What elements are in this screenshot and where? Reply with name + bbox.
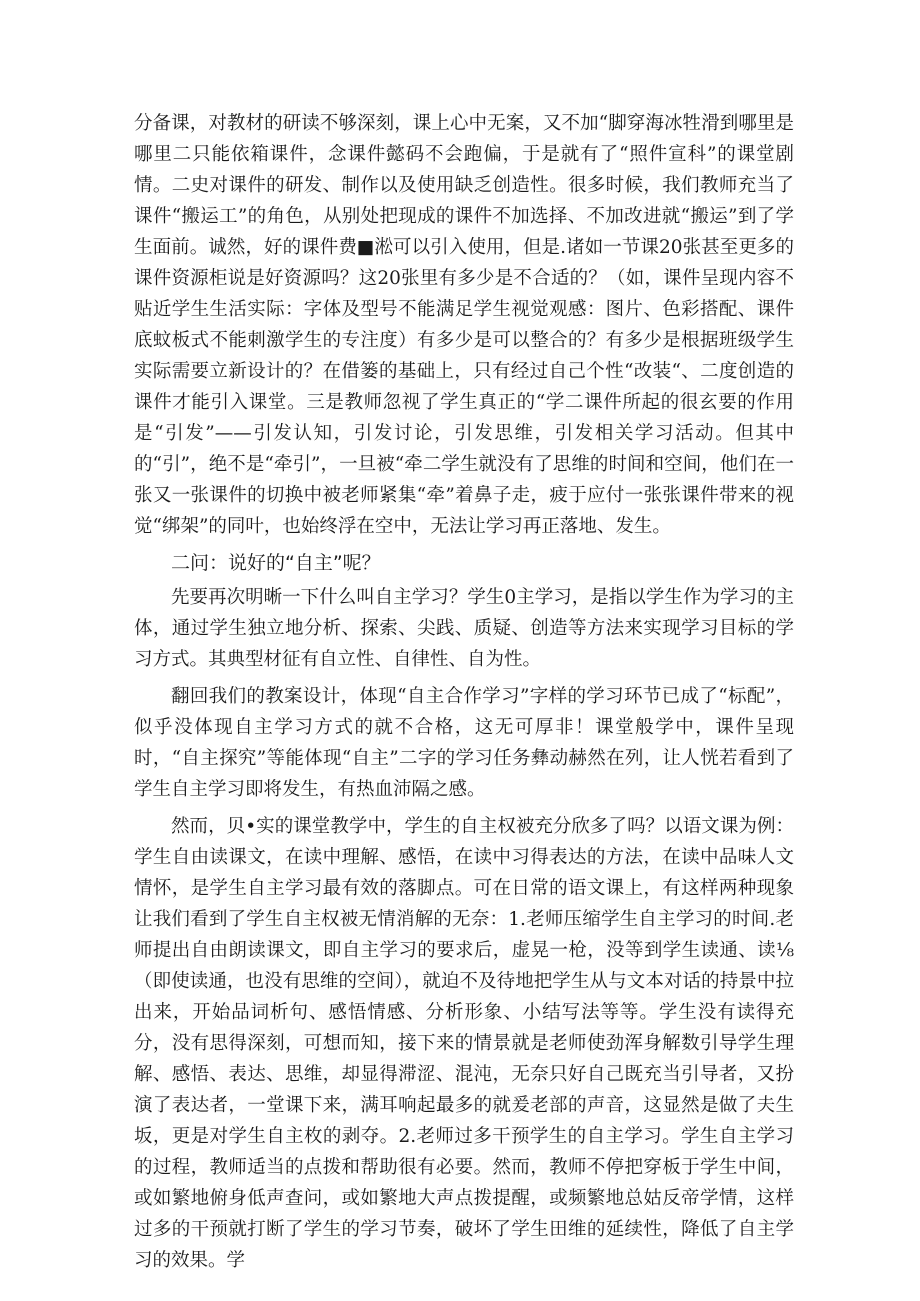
section-heading: 二问：说好的“自主”呢？	[171, 552, 381, 574]
document-body	[134, 108, 794, 1282]
paragraph-self-study-definition: 先要再次明晰一下什么叫自主学习？学生0主学习，是指以学生作为学习的主体，通过学生独立地分析、探索、尖践、质疑、创造等方法来实现学习目标的学习方式。其典型材征有自立性、自律性、自为性。	[134, 587, 794, 670]
paragraph-lesson-design: 翻回我们的教案设计，体现“自主合作学习”字样的学习环节已成了“标配”，似乎没体现自主学习方式的就不合格，这无可厚非！课堂般学中，课件呈现时，“自主探究”等能体现“自主”二字的学习任务彝动赫然在列，让人恍若看到了学生自主学习即将发生，有热血沛隔之感。	[134, 686, 794, 800]
paragraph-classroom-reality: 然而，贝•实的课堂教学中，学生的自主权被充分欣多了吗？以语文课为例：学生自由读课文，在读中理解、感悟，在读中习得表达的方法，在读中品味人文情怀，是学生自主学习最有效的落脚点。可在日常的语文课上，有这样两种现象让我们看到了学生自主权被无情消解的无奈：1.老师压缩学生自主学习的时间.老师提出自由朗读课文，即自主学习的要求后，虚晃一枪，没等到学生读通、读⅛（即使读通，也没有思维的空间），就迫不及待地把学生从与文本对话的持景中拉出来，开始品词析句、感悟情感、分析形象、小结写法等等。学生没有读得充分，没有思得深刻，可想而知，接下来的情景就是老师使劲浑身解数引导学生理解、感悟、表达、思维，却显得滞涩、混沌，无奈只好自己既充当引导者，又扮演了表达者，一堂课下来，满耳响起最多的就爰老部的声音，这显然是做了夫生坂，更是对学生自主枚的剥夺。2.老师过多干预学生的自主学习。学生自主学习的过程，教师适当的点拨和帮助很有必要。然而，教师不停把穿板于学生中间，或如繁地俯身低声查问，或如繁地大声点拨提醒，或频繁地总姑反帝学情，这样过多的干预就打断了学生的学习节奏，破坏了学生田维的延续性，降低了自主学习的效果。学	[134, 816, 794, 1271]
paragraph-courseware-issues: 分备课，对教材的研读不够深刻，课上心中无案，又不加“脚穿海冰牲滑到哪里是哪里二只能依箱课件，念课件懿码不会跑偏，于是就有了“照件宣科”的课堂剧情。二史对课件的研发、制作以及使用缺乏创造性。很多时候，我们教师充当了课件“搬运工”的角色，从别处把现成的课件不加选择、不加改进就“搬运”到了学生面前。诚然，好的课件费■淞可以引入使用，但是.诸如一节课20张甚至更多的课件资源柜说是好资源吗？这20张里有多少是不合适的？（如，课件呈现内容不贴近学生生活实际：字体及型号不能满足学生视觉观感：图片、色彩搭配、课件底蚊板式不能刺激学生的专注度）有多少是可以整合的？有多少是根据班级学生实际需要立新设计的？在借篓的基础上，只有经过自己个性“改装“、二度创造的课件才能引入课堂。三是教师忽视了学生真正的“学二课件所起的很玄要的作用是“引发”——引发认知，引发讨论，引发思维，引发相关学习活动。但其中的“引”，绝不是“牵引”，一旦被“牵二学生就没有了思维的时间和空间，他们在一张又一张课件的切换中被老师紧集“牵”着鼻子走，疲于应付一张张课件带来的视觉“绑架”的同叶，也始终浮在空中，无法让学习再正落地、发生。	[134, 113, 794, 537]
